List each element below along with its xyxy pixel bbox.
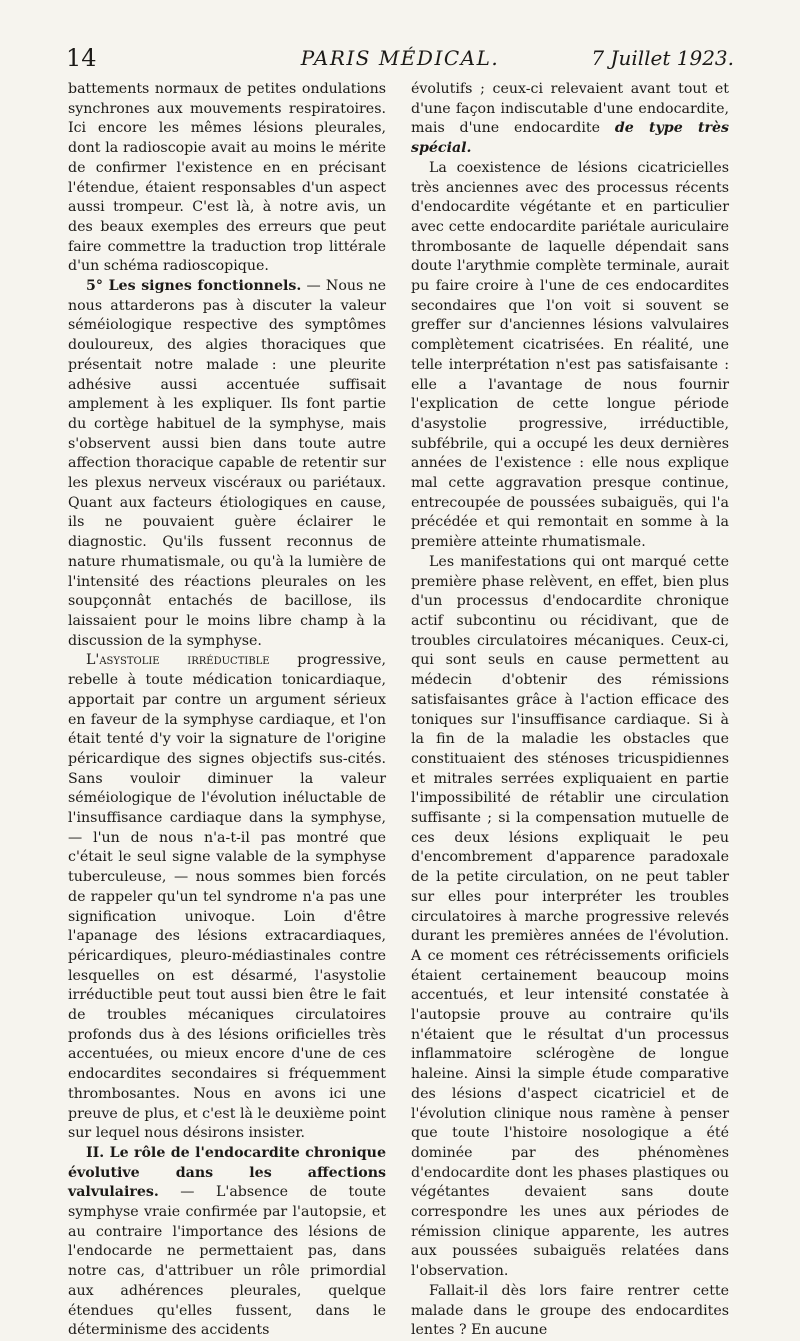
paragraph — [68, 277, 386, 651]
paragraph — [68, 651, 386, 1144]
paragraph: Les manifestations qui ont marqué cette première phase relèvent, en effet, bien plus d'un processus d'endocardite chronique actif subcontinu ou récidivant, que de troubles circulatoires mécaniques. Ceux-ci, qui sont seuls en cause permettent au médecin d'obtenir des rémissions satisfaisantes grâce à l'action efficace des toniques sur l'insuffisance cardiaque. Si à la fin de la maladie les obstacles que constituaient des sténoses tricuspidiennes et mitrales serrées expliquaient en partie l'impossibilité de rétablir une circulation suffisante ; si la compensation mutuelle de ces deux lésions expliquait le peu d'encombrement d'apparence paradoxale de la petite circulation, on ne peut tabler sur elles pour interpréter les troubles circulatoires à marche progressive relevés durant les premières années de l'évolution. A ce moment ces rétrécissements orificiels étaient certainement beaucoup moins accentués, et leur intensité constatée à l'autopsie prouve au contraire qu'ils n'étaient que le résultat d'un processus inflammatoire sclérogène de longue haleine. Ainsi la simple étude comparative des lésions d'aspect cicatriciel et de l'évolution clinique nous ramène à penser que toute l'histoire nosologique a été dominée par des phénomènes d'endocardite dont les phases plastiques ou végétantes devaient sans doute correspondre les unes aux périodes de rémission clinique apparente, les autres aux poussées subaiguës relatées dans l'observation. — [411, 553, 729, 1280]
section-heading: II. Le rôle de l'endocardite chronique évolutive dans les affections valvulaires. — [68, 1144, 386, 1201]
emphasis: de type très spécial. — [411, 120, 729, 157]
paragraph: battements normaux de petites ondulations synchrones aux mouvements respiratoires. Ici encore les mêmes lésions pleurales, dont la radioscopie avait au moins le mérite de confirmer l'existence en en précisant l'étendue, étaient responsables d'un aspect aussi trompeur. C'est là, à notre avis, un des beaux exemples des erreurs que peut faire commettre la traduction trop littérale d'un schéma radioscopique. — [68, 81, 386, 275]
page-header — [66, 44, 734, 82]
right-column — [411, 80, 729, 1341]
paragraph-text: évolutifs ; ceux-ci relevaient avant tout et d'une façon indiscutable d'une endocardite, mais d'une endocardite — [411, 81, 729, 137]
paragraph: La coexistence de lésions cicatricielles très anciennes avec des processus récents d'endocardite végétante et en particulier avec cette endocardite pariétale auriculaire thrombosante de laquelle dépendait sans doute l'arythmie complète terminale, aurait pu faire croire à l'une de ces endocardites secondaires que l'on voit si souvent se greffer sur d'anciennes lésions valvulaires complètement cicatrisées. En réalité, une telle interprétation n'est pas satisfaisante : elle a l'avantage de nous fournir l'explication de cette longue période d'asystolie progressive, irréductible, subfébrile, qui a occupé les deux dernières années de l'existence : elle nous explique mal cette aggravation presque continue, entrecoupée de poussées subaiguës, qui l'a précédée et qui remontait en somme à la première atteinte rhumatismale. — [411, 159, 729, 551]
paragraph-text: — Nous ne nous attarderons pas à discuter la valeur séméiologique respective des symptômes douloureux, des algies thoraciques que présentait notre malade : une pleurite adhésive aussi accentuée suffisait amplement à les expliquer. Ils font partie du cortège habituel de la symphyse, mais s'observent aussi bien dans toute autre affection thoracique capable de retentir sur les plexus nerveux viscéraux ou pariétaux. Quant aux facteurs étiologiques en cause, ils ne pouvaient guère éclairer le diagnostic. Qu'ils fussent reconnus de nature rhumatismale, ou qu'à la lumière de l'intensité des réactions pleurales on les soupçonnât entachés de bacillose, ils laissaient pour le moins libre champ à la discussion de la symphyse. — [68, 278, 386, 649]
small-caps-lead: L'asystolie irréductible — [86, 652, 270, 669]
left-column — [68, 80, 386, 1341]
paragraph: Fallait-il dès lors faire rentrer cette malade dans le groupe des endocardites lentes ? En aucune — [411, 1282, 729, 1339]
paragraph-text: — L'absence de toute symphyse vraie confirmée par l'autopsie, et au contraire l'importance des lésions de l'endocarde ne permettaient pas, dans notre cas, d'attribuer un rôle primordial aux adhérences pleurales, quelque étendues qu'elles fussent, dans le déterminisme des accidents — [68, 1184, 386, 1339]
journal-title: PARIS MÉDICAL. — [300, 46, 500, 70]
paragraph — [411, 80, 729, 159]
section-heading: 5° Les signes fonctionnels. — [86, 278, 302, 295]
paragraph-text: progressive, rebelle à toute médication tonicardiaque, apportait par contre un argument sérieux en faveur de la symphyse cardiaque, et l'on était tenté d'y voir la signature de l'origine péricardique des signes objectifs sus-cités. Sans vouloir diminuer la valeur séméiologique de l'évolution inéluctable de l'insuffisance cardiaque dans la symphyse, — l'un de nous n'a-t-il pas montré que c'était le seul signe valable de la symphyse tuberculeuse, — nous sommes bien forcés de rappeler qu'un tel syndrome n'a pas une signification univoque. Loin d'être l'apanage des lésions extracardiaques, péricardiques, pleuro-médiastinales contre lesquelles on est désarmé, l'asystolie irréductible peut tout aussi bien être le fait de troubles mécaniques circulatoires profonds dus à des lésions orificielles très accentuées, ou mieux encore d'une de ces endocardites secondaires si fréquemment thrombosantes. Nous en avons ici une preuve de plus, et c'est là le deuxième point sur lequel nous désirons insister. — [68, 652, 386, 1142]
paragraph — [68, 1144, 386, 1341]
page-number: 14 — [66, 44, 97, 72]
issue-date: 7 Juillet 1923. — [591, 46, 734, 70]
